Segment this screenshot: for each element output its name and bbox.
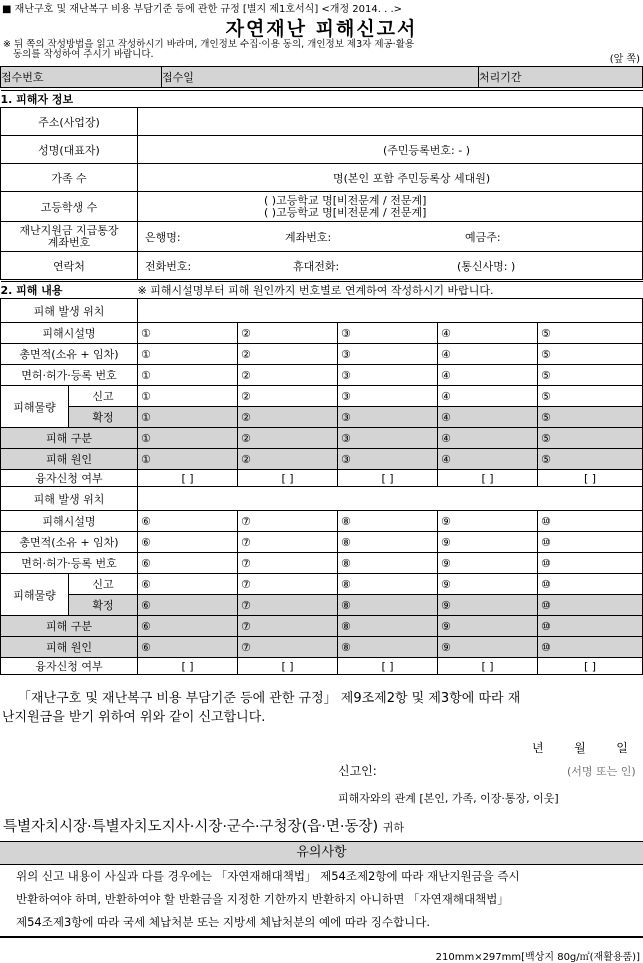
area-cell-b-3[interactable]: ⑧ bbox=[338, 532, 438, 553]
type-label-a: 피해 구분 bbox=[1, 428, 138, 449]
license-cell-b-1[interactable]: ⑥ bbox=[138, 553, 238, 574]
loan-checkbox-a-5[interactable]: [ ] bbox=[538, 470, 643, 487]
receipt-date-label[interactable]: 접수일 bbox=[162, 67, 479, 88]
area-cell-b-5[interactable]: ⑩ bbox=[538, 532, 643, 553]
qty-confirm-cell-a-3[interactable]: ③ bbox=[338, 407, 438, 428]
highschool-field[interactable] bbox=[138, 192, 643, 222]
loan-label-b: 융자신청 여부 bbox=[1, 658, 138, 675]
area-cell-a-5[interactable]: ⑤ bbox=[538, 344, 643, 365]
family-unit: 명(본인 포함 주민등록상 세대원) bbox=[333, 171, 491, 185]
license-cell-b-5[interactable]: ⑩ bbox=[538, 553, 643, 574]
qty-report-cell-b-1[interactable]: ⑥ bbox=[138, 574, 238, 595]
qty-report-cell-b-3[interactable]: ⑧ bbox=[338, 574, 438, 595]
relation-options[interactable]: 피해자와의 관계 [본인, 가족, 이장·통장, 이웃] bbox=[338, 792, 559, 805]
type-cell-b-5[interactable]: ⑩ bbox=[538, 616, 643, 637]
type-label-b: 피해 구분 bbox=[1, 616, 138, 637]
license-cell-a-2[interactable]: ② bbox=[238, 365, 338, 386]
caution-box bbox=[0, 865, 643, 938]
facility-label-b: 피해시설명 bbox=[1, 511, 138, 532]
facility-cell-a-3[interactable]: ③ bbox=[338, 323, 438, 344]
address-label: 주소(사업장) bbox=[1, 108, 138, 136]
mobile-field[interactable]: 휴대전화: bbox=[293, 259, 340, 273]
location-label-b: 피해 발생 위치 bbox=[1, 487, 138, 511]
location-field-a[interactable] bbox=[138, 299, 643, 323]
cause-cell-a-4[interactable]: ④ bbox=[438, 449, 538, 470]
family-label: 가족 수 bbox=[1, 164, 138, 192]
declaration-line-2: 난지원금을 받기 위하여 위와 같이 신고합니다. bbox=[2, 710, 266, 725]
type-cell-a-2[interactable]: ② bbox=[238, 428, 338, 449]
loan-checkbox-b-3[interactable]: [ ] bbox=[338, 658, 438, 675]
cause-cell-b-5[interactable]: ⑩ bbox=[538, 637, 643, 658]
highschool-line-2: ( )고등학교 명[비전문계 / 전문계] bbox=[264, 205, 427, 219]
facility-cell-a-1[interactable]: ① bbox=[138, 323, 238, 344]
recipient bbox=[3, 815, 404, 836]
qty-confirm-cell-b-1[interactable]: ⑥ bbox=[138, 595, 238, 616]
qty-report-cell-a-4[interactable]: ④ bbox=[438, 386, 538, 407]
qty-report-cell-b-4[interactable]: ⑨ bbox=[438, 574, 538, 595]
area-cell-b-2[interactable]: ⑦ bbox=[238, 532, 338, 553]
depositor-field[interactable]: 예금주: bbox=[465, 230, 501, 244]
resident-number-field[interactable]: (주민등록번호: - ) bbox=[383, 143, 471, 157]
license-cell-a-4[interactable]: ④ bbox=[438, 365, 538, 386]
processing-period-label: 처리기간 bbox=[479, 67, 643, 88]
qty-confirm-cell-a-1[interactable]: ① bbox=[138, 407, 238, 428]
qty-report-label-a: 신고 bbox=[69, 386, 138, 407]
qty-report-cell-a-3[interactable]: ③ bbox=[338, 386, 438, 407]
bank-name-field[interactable]: 은행명: bbox=[145, 230, 181, 244]
address-field[interactable] bbox=[138, 108, 643, 136]
qty-confirm-cell-a-4[interactable]: ④ bbox=[438, 407, 538, 428]
facility-cell-a-2[interactable]: ② bbox=[238, 323, 338, 344]
bank-account-field[interactable] bbox=[138, 222, 643, 252]
caution-line-2: 반환하여야 하며, 반환하여야 할 반환금을 지정한 기한까지 반환하지 아니하면 「자연재해대책법」 bbox=[16, 892, 509, 906]
section2-title: 2. 피해 내용 bbox=[1, 282, 138, 299]
declaration-line-1: 「재난구호 및 재난복구 비용 부담기준 등에 관한 규정」 제9조제2항 및 제3항에 따라 재 bbox=[18, 691, 521, 706]
paper-spec: 210mm×297mm[백상지 80g/㎡(재활용품)] bbox=[435, 952, 640, 963]
account-number-field[interactable]: 계좌번호: bbox=[285, 230, 332, 244]
bank-label-line-1: 재난지원금 지급통장 bbox=[19, 223, 119, 237]
form-notice bbox=[3, 40, 603, 60]
license-cell-a-1[interactable]: ① bbox=[138, 365, 238, 386]
facility-cell-b-4[interactable]: ⑨ bbox=[438, 511, 538, 532]
loan-checkbox-b-5[interactable]: [ ] bbox=[538, 658, 643, 675]
loan-label-a: 융자신청 여부 bbox=[1, 470, 138, 487]
type-cell-a-4[interactable]: ④ bbox=[438, 428, 538, 449]
qty-report-cell-b-2[interactable]: ⑦ bbox=[238, 574, 338, 595]
area-label-b: 총면적(소유 + 임차) bbox=[1, 532, 138, 553]
form-title: 자연재난 피해신고서 bbox=[225, 18, 418, 40]
section2-note: ※ 피해시설명부터 피해 원인까지 번호별로 연계하여 작성하시기 바랍니다. bbox=[138, 282, 643, 299]
cause-cell-b-2[interactable]: ⑦ bbox=[238, 637, 338, 658]
qty-label-b: 피해물량 bbox=[1, 574, 69, 616]
regulation-header: ■ 재난구호 및 재난복구 비용 부담기준 등에 관한 규정 [별지 제1호서식] <개정 2014. . .> bbox=[2, 4, 402, 15]
victim-info-table bbox=[0, 90, 643, 280]
caution-line-3: 제54조제3항에 따라 국세 체납처분 또는 지방세 체납처분의 예에 따라 징수합니다. bbox=[16, 915, 430, 929]
cause-cell-a-2[interactable]: ② bbox=[238, 449, 338, 470]
qty-report-cell-a-1[interactable]: ① bbox=[138, 386, 238, 407]
type-cell-b-3[interactable]: ⑧ bbox=[338, 616, 438, 637]
qty-confirm-label-b: 확정 bbox=[69, 595, 138, 616]
facility-cell-b-2[interactable]: ⑦ bbox=[238, 511, 338, 532]
qty-confirm-cell-b-2[interactable]: ⑦ bbox=[238, 595, 338, 616]
qty-confirm-cell-b-4[interactable]: ⑨ bbox=[438, 595, 538, 616]
type-cell-b-1[interactable]: ⑥ bbox=[138, 616, 238, 637]
cause-label-a: 피해 원인 bbox=[1, 449, 138, 470]
family-field[interactable] bbox=[138, 164, 643, 192]
area-cell-a-2[interactable]: ② bbox=[238, 344, 338, 365]
license-cell-a-5[interactable]: ⑤ bbox=[538, 365, 643, 386]
location-field-b[interactable] bbox=[138, 487, 643, 511]
reporter-label[interactable]: 신고인: bbox=[338, 764, 377, 778]
qty-confirm-label-a: 확정 bbox=[69, 407, 138, 428]
license-label-b: 면허·허가·등록 번호 bbox=[1, 553, 138, 574]
area-label-a: 총면적(소유 + 임차) bbox=[1, 344, 138, 365]
contact-field[interactable] bbox=[138, 252, 643, 280]
area-cell-b-4[interactable]: ⑨ bbox=[438, 532, 538, 553]
area-cell-a-4[interactable]: ④ bbox=[438, 344, 538, 365]
location-label-a: 피해 발생 위치 bbox=[1, 299, 138, 323]
area-cell-a-3[interactable]: ③ bbox=[338, 344, 438, 365]
type-cell-b-2[interactable]: ⑦ bbox=[238, 616, 338, 637]
cause-cell-b-1[interactable]: ⑥ bbox=[138, 637, 238, 658]
facility-cell-b-1[interactable]: ⑥ bbox=[138, 511, 238, 532]
receipt-table bbox=[0, 66, 643, 88]
name-field[interactable] bbox=[138, 136, 643, 164]
caution-title: 유의사항 bbox=[0, 842, 643, 865]
license-label-a: 면허·허가·등록 번호 bbox=[1, 365, 138, 386]
highschool-line-1: ( )고등학교 명[비전문계 / 전문계] bbox=[264, 193, 427, 207]
facility-label-a: 피해시설명 bbox=[1, 323, 138, 344]
qty-confirm-cell-a-5[interactable]: ⑤ bbox=[538, 407, 643, 428]
receipt-number-label: 접수번호 bbox=[1, 67, 162, 88]
qty-confirm-cell-b-5[interactable]: ⑩ bbox=[538, 595, 643, 616]
license-cell-b-3[interactable]: ⑧ bbox=[338, 553, 438, 574]
type-cell-a-1[interactable]: ① bbox=[138, 428, 238, 449]
qty-report-cell-b-5[interactable]: ⑩ bbox=[538, 574, 643, 595]
loan-checkbox-b-2[interactable]: [ ] bbox=[238, 658, 338, 675]
facility-cell-b-3[interactable]: ⑧ bbox=[338, 511, 438, 532]
loan-checkbox-b-1[interactable]: [ ] bbox=[138, 658, 238, 675]
loan-checkbox-b-4[interactable]: [ ] bbox=[438, 658, 538, 675]
page-side: (앞 쪽) bbox=[609, 54, 640, 65]
license-cell-b-2[interactable]: ⑦ bbox=[238, 553, 338, 574]
facility-cell-a-4[interactable]: ④ bbox=[438, 323, 538, 344]
type-cell-a-3[interactable]: ③ bbox=[338, 428, 438, 449]
section1-title: 1. 피해자 정보 bbox=[1, 91, 643, 108]
carrier-field[interactable]: (통신사명: ) bbox=[457, 259, 516, 273]
cause-label-b: 피해 원인 bbox=[1, 637, 138, 658]
loan-checkbox-a-4[interactable]: [ ] bbox=[438, 470, 538, 487]
qty-label-a: 피해물량 bbox=[1, 386, 69, 428]
facility-cell-a-5[interactable]: ⑤ bbox=[538, 323, 643, 344]
highschool-label: 고등학생 수 bbox=[1, 192, 138, 222]
phone-field[interactable]: 전화번호: bbox=[145, 259, 192, 273]
qty-confirm-cell-a-2[interactable]: ② bbox=[238, 407, 338, 428]
declaration bbox=[0, 688, 643, 726]
notice-line-1: ※ 뒤 쪽의 작성방법을 읽고 작성하시기 바라며, 개인정보 수집·이용 동의, 개인정보 제3자 제공·활용 bbox=[3, 39, 415, 50]
cause-cell-a-5[interactable]: ⑤ bbox=[538, 449, 643, 470]
qty-confirm-cell-b-3[interactable]: ⑧ bbox=[338, 595, 438, 616]
loan-checkbox-a-3[interactable]: [ ] bbox=[338, 470, 438, 487]
name-label: 성명(대표자) bbox=[1, 136, 138, 164]
bank-account-label bbox=[1, 222, 138, 252]
license-cell-b-4[interactable]: ⑨ bbox=[438, 553, 538, 574]
cause-cell-a-1[interactable]: ① bbox=[138, 449, 238, 470]
facility-cell-b-5[interactable]: ⑩ bbox=[538, 511, 643, 532]
type-cell-a-5[interactable]: ⑤ bbox=[538, 428, 643, 449]
declaration-date[interactable]: 년 월 일 bbox=[532, 741, 628, 755]
caution-line-1: 위의 신고 내용이 사실과 다를 경우에는 「자연재해대책법」 제54조제2항에 따라 재난지원금을 즉시 bbox=[16, 869, 520, 883]
qty-report-label-b: 신고 bbox=[69, 574, 138, 595]
contact-label: 연락처 bbox=[1, 252, 138, 280]
recipient-office: 특별자치시장·특별자치도지사·시장·군수·구청장(읍·면·동장) bbox=[3, 819, 379, 835]
cause-cell-b-3[interactable]: ⑧ bbox=[338, 637, 438, 658]
damage-table bbox=[0, 281, 643, 675]
qty-report-cell-a-5[interactable]: ⑤ bbox=[538, 386, 643, 407]
cause-cell-b-4[interactable]: ⑨ bbox=[438, 637, 538, 658]
recipient-suffix: 귀하 bbox=[382, 821, 405, 834]
loan-checkbox-a-2[interactable]: [ ] bbox=[238, 470, 338, 487]
sign-hint: (서명 또는 인) bbox=[567, 765, 636, 778]
license-cell-a-3[interactable]: ③ bbox=[338, 365, 438, 386]
notice-line-2: 동의를 작성하여 주시기 바랍니다. bbox=[13, 49, 154, 60]
area-cell-a-1[interactable]: ① bbox=[138, 344, 238, 365]
type-cell-b-4[interactable]: ⑨ bbox=[438, 616, 538, 637]
loan-checkbox-a-1[interactable]: [ ] bbox=[138, 470, 238, 487]
bank-label-line-2: 계좌번호 bbox=[47, 235, 91, 249]
cause-cell-a-3[interactable]: ③ bbox=[338, 449, 438, 470]
qty-report-cell-a-2[interactable]: ② bbox=[238, 386, 338, 407]
area-cell-b-1[interactable]: ⑥ bbox=[138, 532, 238, 553]
